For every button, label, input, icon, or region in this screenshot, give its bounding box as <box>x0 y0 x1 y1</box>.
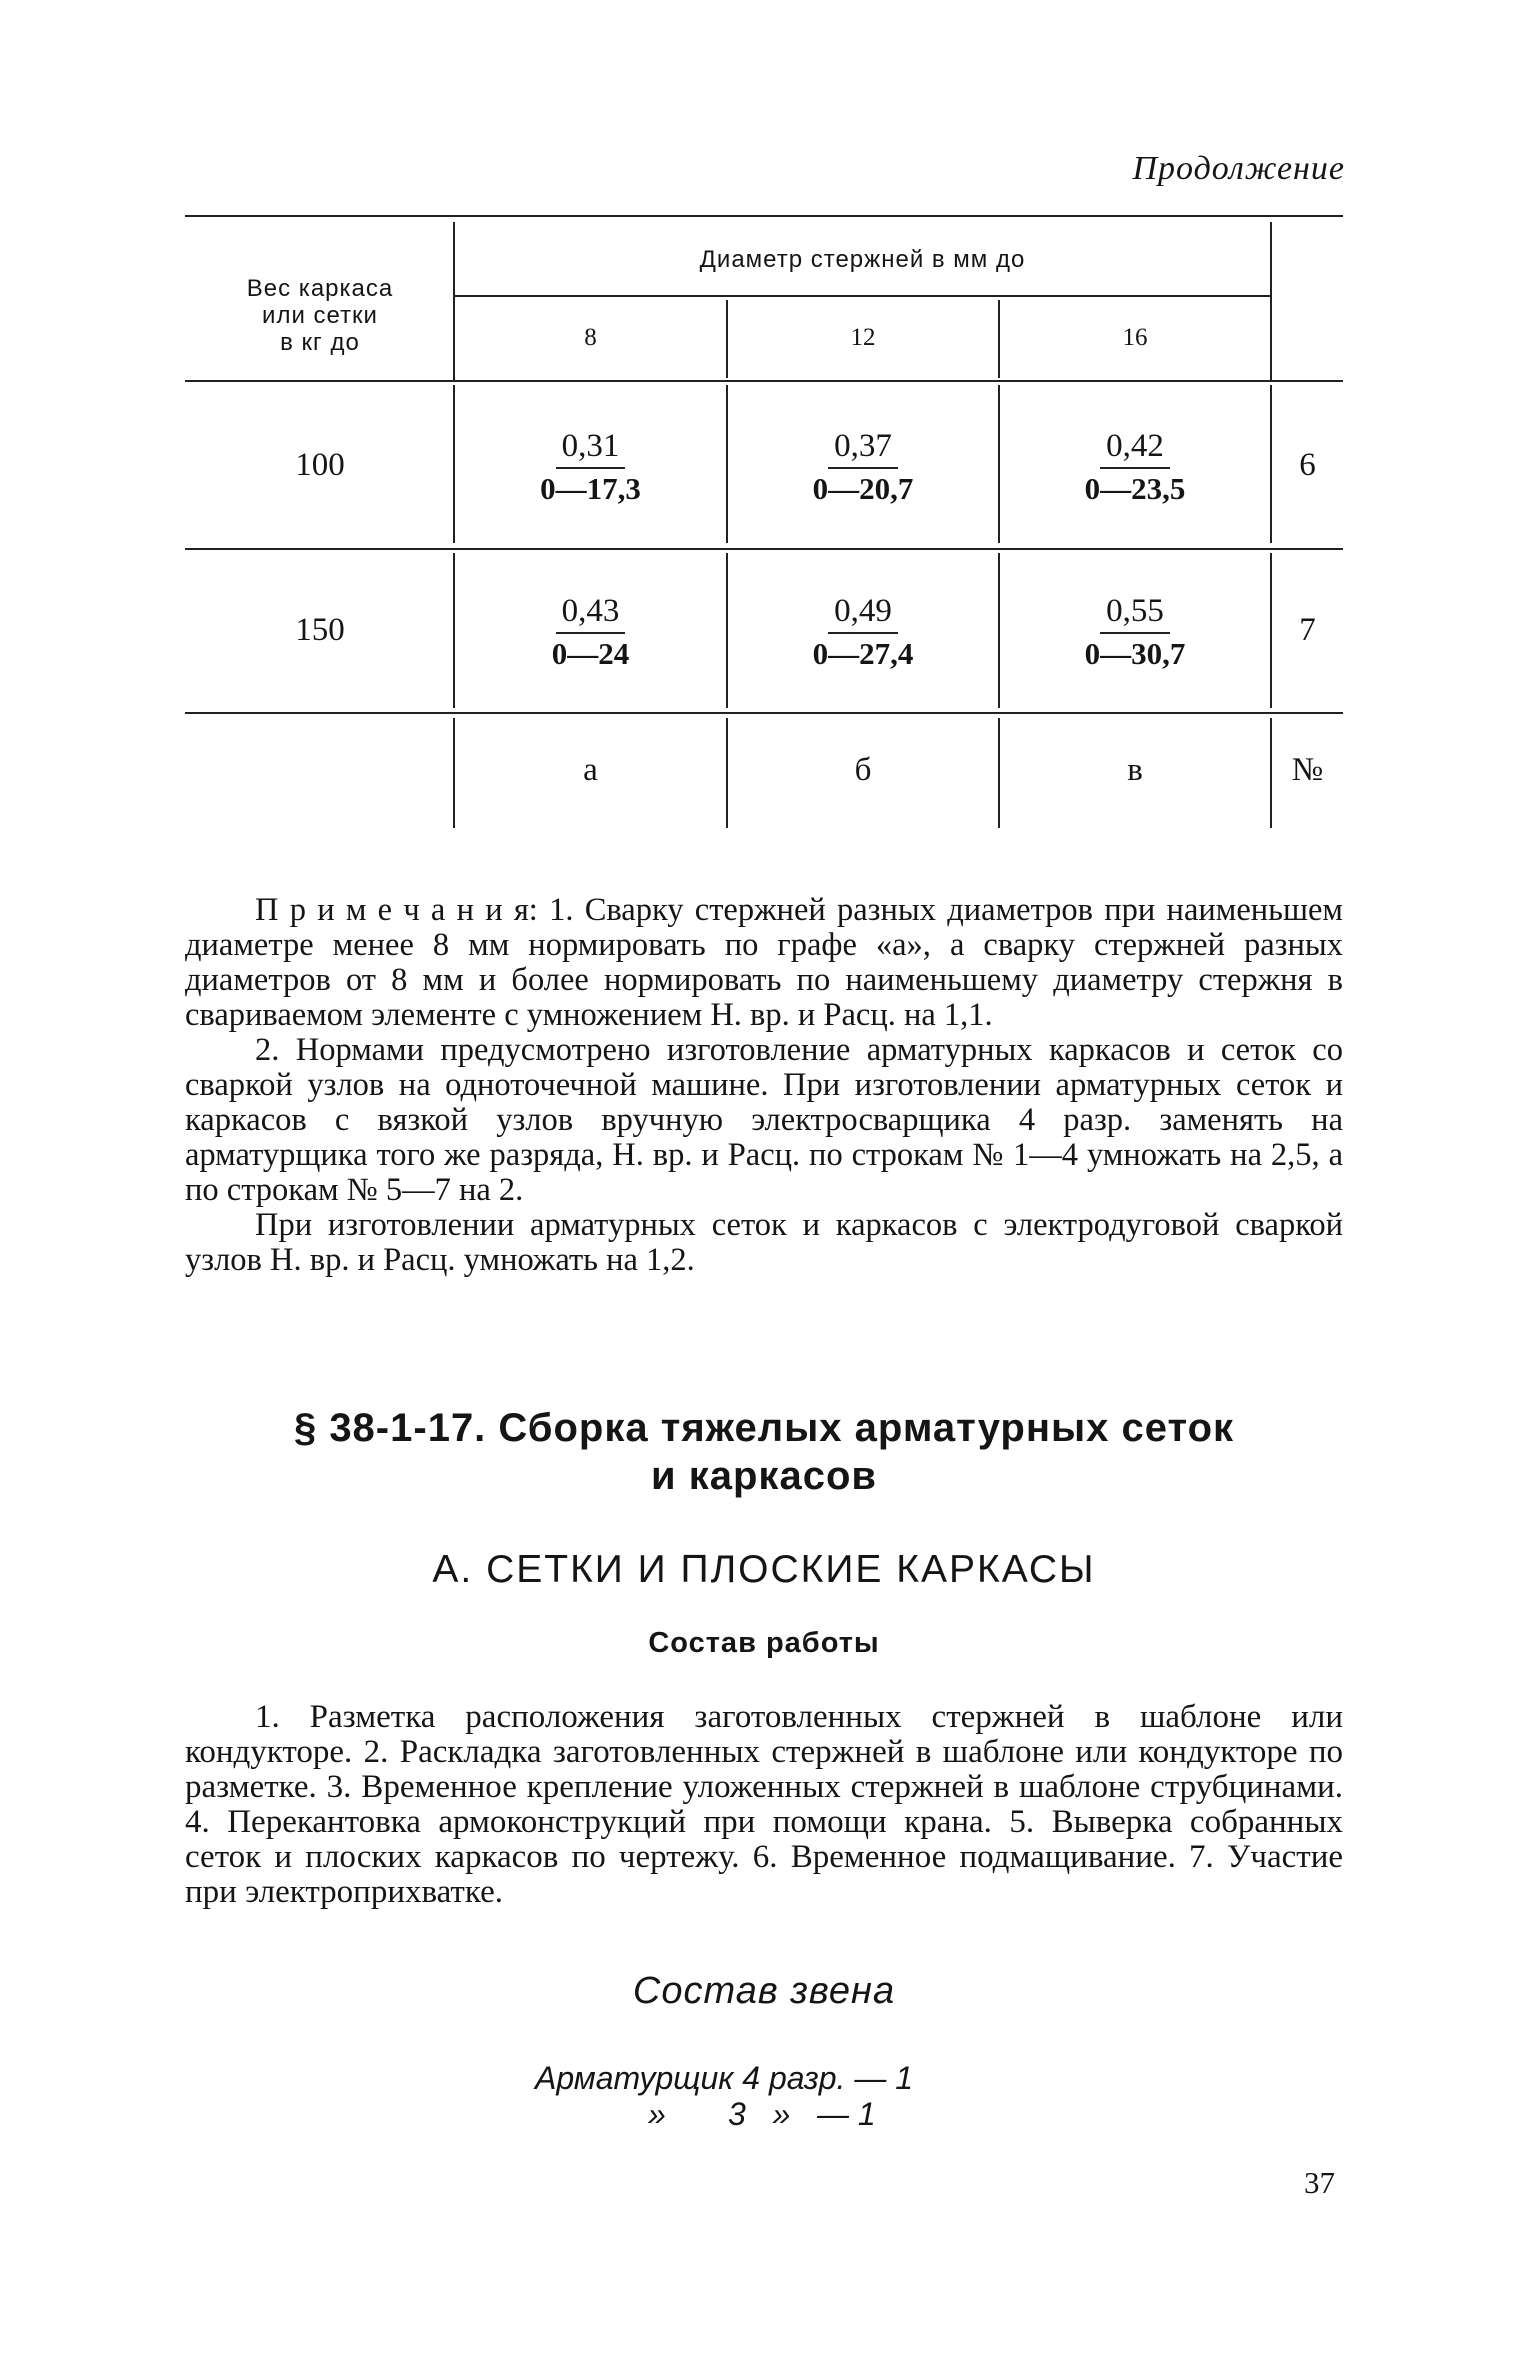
table-cell <box>728 585 998 680</box>
cell-denominator: 0—27,4 <box>812 636 914 671</box>
section-title-line-2: и каркасов <box>651 1454 877 1498</box>
table-cell <box>1000 420 1270 515</box>
row-number: 7 <box>1299 611 1316 648</box>
cell-denominator: 0—17,3 <box>540 471 641 506</box>
row-rule-1 <box>185 548 1343 550</box>
subsection-title: А. СЕТКИ И ПЛОСКИЕ КАРКАСЫ <box>432 1548 1096 1591</box>
footer-col-b: б <box>854 751 872 788</box>
cell-numerator: 0,43 <box>556 593 626 634</box>
cell-numerator: 0,55 <box>1100 593 1170 634</box>
note-2: 2. Нормами предусмотрено изготовление арматурных каркасов и сеток со сваркой узлов на одноточечной машине. При изготовлении арматурных сеток и каркасов с вязкой узлов вручную электросварщика 4 разр. заменять на арматурщика того же разряда, Н. вр. и Расц. по строкам № 1—4 умножать на 2,5, а по строкам № 5—7 на 2. <box>185 1032 1343 1208</box>
table-cell <box>728 420 998 515</box>
row-header-line-3: в кг до <box>280 328 360 356</box>
crew-title: Состав звена <box>632 1970 896 2012</box>
weight-150: 150 <box>295 611 345 648</box>
table-cell <box>455 585 726 680</box>
note-1: П р и м е ч а н и я: 1. Сварку стержней разных диаметров при наименьшем диаметре менее 8 мм нормировать по графе «а», а сварку стержней разных диаметров от 8 мм и более нормировать по наименьшему диаметру стержня в свариваемом элементе с умножением Н. вр. и Расц. на 1,1. <box>185 892 1343 1033</box>
page-number: 37 <box>1304 2165 1335 2200</box>
diameter-16: 16 <box>1122 323 1148 351</box>
work-text <box>185 1700 1343 1910</box>
group-header: Диаметр стержней в мм до <box>699 246 1026 273</box>
continuation-label: Продолжение <box>1132 150 1345 187</box>
header-bottom-rule <box>185 380 1343 382</box>
section-title-line-1: § 38-1-17. Сборка тяжелых арматурных сеток <box>293 1406 1235 1450</box>
row-header-line-1: Вес каркаса <box>246 274 394 302</box>
work-title: Состав работы <box>648 1627 880 1659</box>
header-inner-rule <box>455 295 1270 297</box>
table-cell <box>455 420 726 515</box>
diameter-8: 8 <box>584 323 597 351</box>
diameter-12: 12 <box>850 323 876 351</box>
cell-numerator: 0,31 <box>556 428 626 469</box>
crew-line-2: » 3 » — 1 <box>648 2096 876 2132</box>
footer-number-sign: № <box>1291 751 1324 788</box>
cell-denominator: 0—24 <box>551 636 630 671</box>
row-number: 6 <box>1299 446 1316 483</box>
cell-numerator: 0,49 <box>828 593 898 634</box>
table-top-rule <box>185 215 1343 217</box>
row-header <box>185 255 455 375</box>
cell-numerator: 0,37 <box>828 428 898 469</box>
section-title <box>185 1404 1343 1500</box>
row-header-line-2: или сетки <box>262 301 378 329</box>
cell-numerator: 0,42 <box>1100 428 1170 469</box>
cell-denominator: 0—23,5 <box>1084 471 1186 506</box>
notes <box>185 893 1343 1278</box>
weight-100: 100 <box>295 446 345 483</box>
footer-col-a: а <box>583 751 598 788</box>
crew-line-1: Арматурщик 4 разр. — 1 <box>535 2060 914 2096</box>
cell-denominator: 0—30,7 <box>1084 636 1186 671</box>
cell-denominator: 0—20,7 <box>812 471 914 506</box>
footer-col-v: в <box>1127 751 1143 788</box>
note-3: При изготовлении арматурных сеток и каркасов с электродуговой сваркой узлов Н. вр. и Расц. умножать на 1,2. <box>185 1207 1343 1278</box>
table-cell <box>1000 585 1270 680</box>
row-rule-2 <box>185 712 1343 714</box>
work-paragraph: 1. Разметка расположения заготовленных стержней в шаблоне или кондукторе. 2. Раскладка заготовленных стержней в шаблоне или кондукторе по разметке. 3. Временное крепление уложенных стержней в шаблоне струбцинами. 4. Перекантовка армоконструкций при помощи крана. 5. Выверка собранных сеток и плоских каркасов по чертежу. 6. Временное подмащивание. 7. Участие при электроприхватке. <box>185 1699 1343 1910</box>
col-rule-3 <box>1270 222 1272 380</box>
